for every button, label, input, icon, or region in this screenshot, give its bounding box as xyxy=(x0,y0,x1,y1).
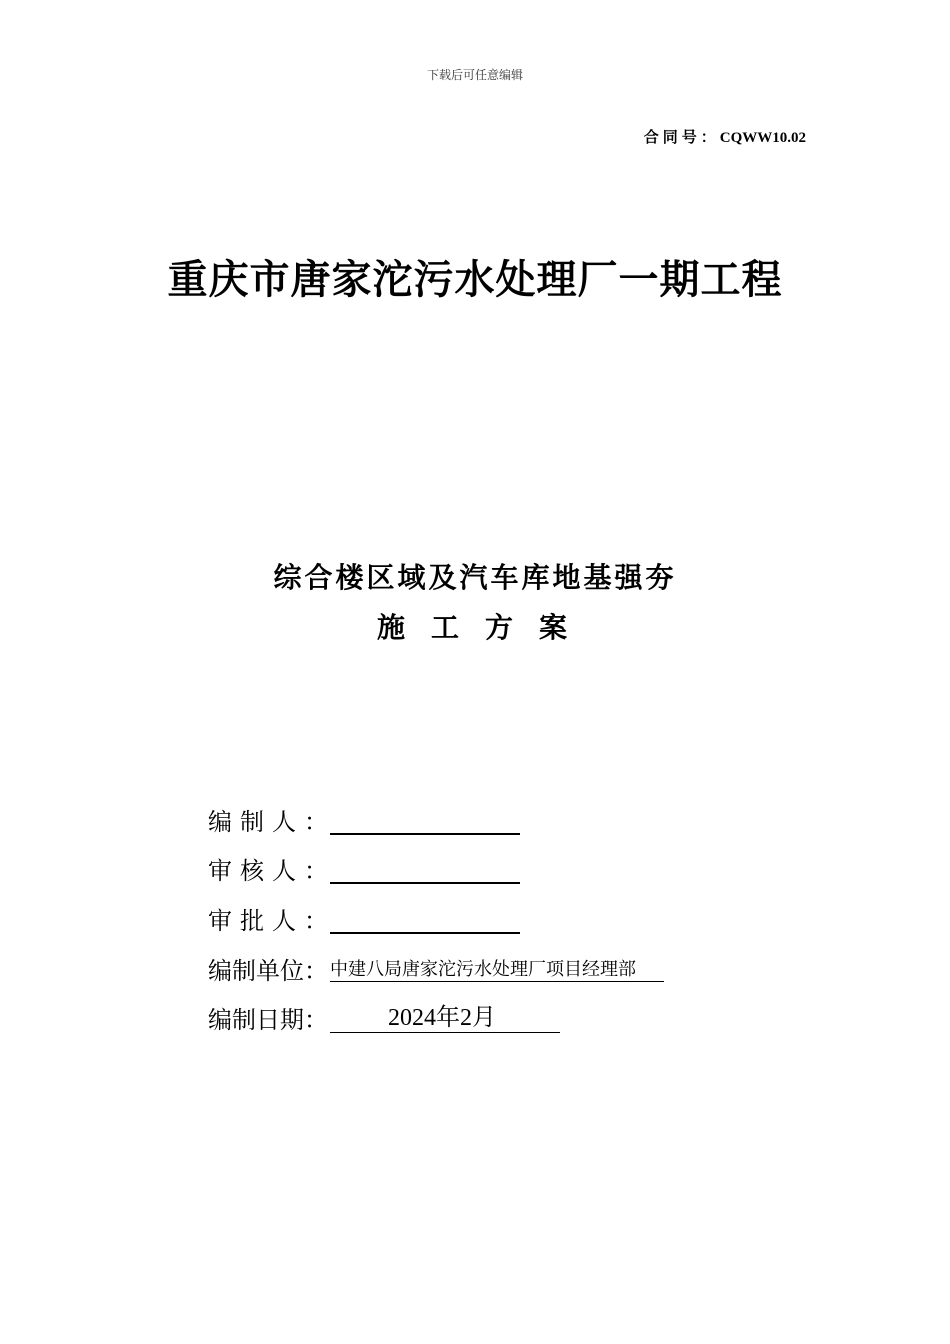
contract-label: 合同号： xyxy=(643,130,720,146)
contract-value: CQWW10.02 xyxy=(719,130,806,146)
approver-signature-line xyxy=(330,906,520,934)
unit-row xyxy=(208,954,664,986)
reviewer-signature-line xyxy=(330,856,520,884)
unit-label: 编制单位 xyxy=(208,957,304,985)
project-title: 重庆市唐家沱污水处理厂一期工程 xyxy=(167,257,783,303)
header-note: 下载后可任意编辑 xyxy=(426,68,523,82)
colon: ： xyxy=(304,957,328,985)
colon: ： xyxy=(304,808,328,836)
date-value: 2024年2月 xyxy=(330,997,560,1033)
colon: ： xyxy=(304,857,328,885)
document-title-line2: 施工方案 xyxy=(376,611,593,644)
date-row xyxy=(208,1003,560,1035)
colon: ： xyxy=(304,907,328,935)
colon: ： xyxy=(304,1006,328,1034)
approver-label: 审批人 xyxy=(208,907,304,935)
compiler-row xyxy=(208,805,520,837)
date-label: 编制日期 xyxy=(208,1006,304,1034)
approver-row xyxy=(208,904,520,936)
reviewer-row xyxy=(208,854,520,886)
unit-value: 中建八局唐家沱污水处理厂项目经理部 xyxy=(330,955,664,982)
document-title-line1: 综合楼区域及汽车库地基强夯 xyxy=(273,561,677,594)
reviewer-label: 审核人 xyxy=(208,857,304,885)
contract-number xyxy=(644,126,806,147)
compiler-signature-line xyxy=(330,807,520,835)
compiler-label: 编制人 xyxy=(208,808,304,836)
